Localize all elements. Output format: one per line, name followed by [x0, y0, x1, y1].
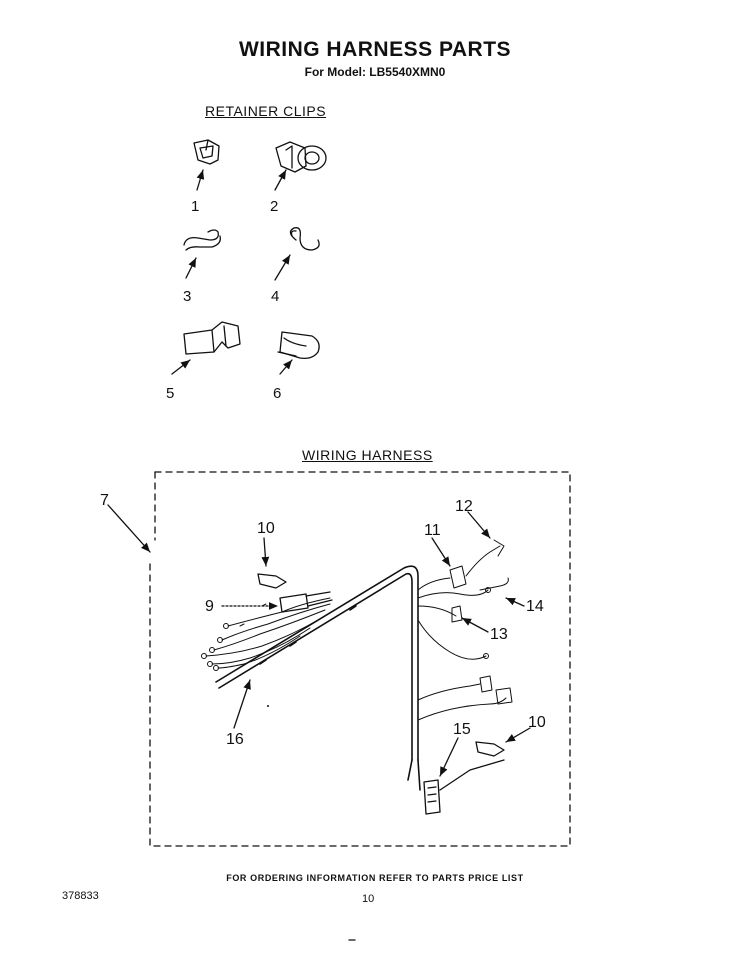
harness-trunk [216, 566, 420, 790]
callout-7-leader [108, 505, 150, 552]
clip-5-drawing [172, 322, 240, 374]
model-subtitle: For Model: LB5540XMN0 [304, 65, 446, 79]
document-number: 378833 [62, 890, 99, 902]
callout-14: 14 [526, 598, 544, 615]
clip-6-drawing [278, 332, 319, 374]
harness-frame [150, 472, 570, 846]
callout-15: 15 [453, 721, 471, 738]
clip-label-6: 6 [273, 385, 282, 402]
wiring-harness-heading: WIRING HARNESS [302, 447, 433, 463]
clip-3-drawing [184, 230, 220, 278]
harness-lower-right [418, 676, 512, 720]
ordering-note: FOR ORDERING INFORMATION REFER TO PARTS PRICE LIST [226, 873, 524, 883]
callout-16: 16 [226, 731, 244, 748]
callout-12: 12 [455, 498, 473, 515]
terminal-10-upper [258, 538, 286, 588]
clip-label-4: 4 [271, 288, 280, 305]
callout-13-leader [462, 618, 488, 632]
page-title: WIRING HARNESS PARTS [238, 38, 512, 61]
clip-4-drawing [275, 228, 319, 280]
callout-11: 11 [424, 522, 441, 539]
clip-1-drawing [194, 140, 219, 190]
clip-label-2: 2 [270, 198, 279, 215]
terminal-10-lower [476, 728, 530, 756]
connector-9 [222, 592, 332, 612]
clip-label-1: 1 [191, 198, 200, 215]
clip-2-drawing [275, 142, 326, 190]
callout-9: 9 [205, 598, 214, 615]
callout-12-leader [468, 512, 490, 538]
callout-11-leader [432, 538, 450, 566]
clip-label-3: 3 [183, 288, 192, 305]
callout-7: 7 [100, 492, 109, 509]
clip-label-5: 5 [166, 385, 175, 402]
callout-13: 13 [490, 626, 508, 643]
terminal-block-15 [424, 738, 504, 814]
speck [267, 705, 269, 707]
retainer-clips-heading: RETAINER CLIPS [205, 103, 327, 119]
page-number: 10 [362, 893, 375, 905]
callout-14-leader [506, 598, 524, 606]
callout-16-leader [234, 680, 250, 728]
callout-10-lower: 10 [528, 714, 546, 731]
callout-10-upper: 10 [257, 520, 275, 537]
harness-upper-right [418, 540, 508, 659]
